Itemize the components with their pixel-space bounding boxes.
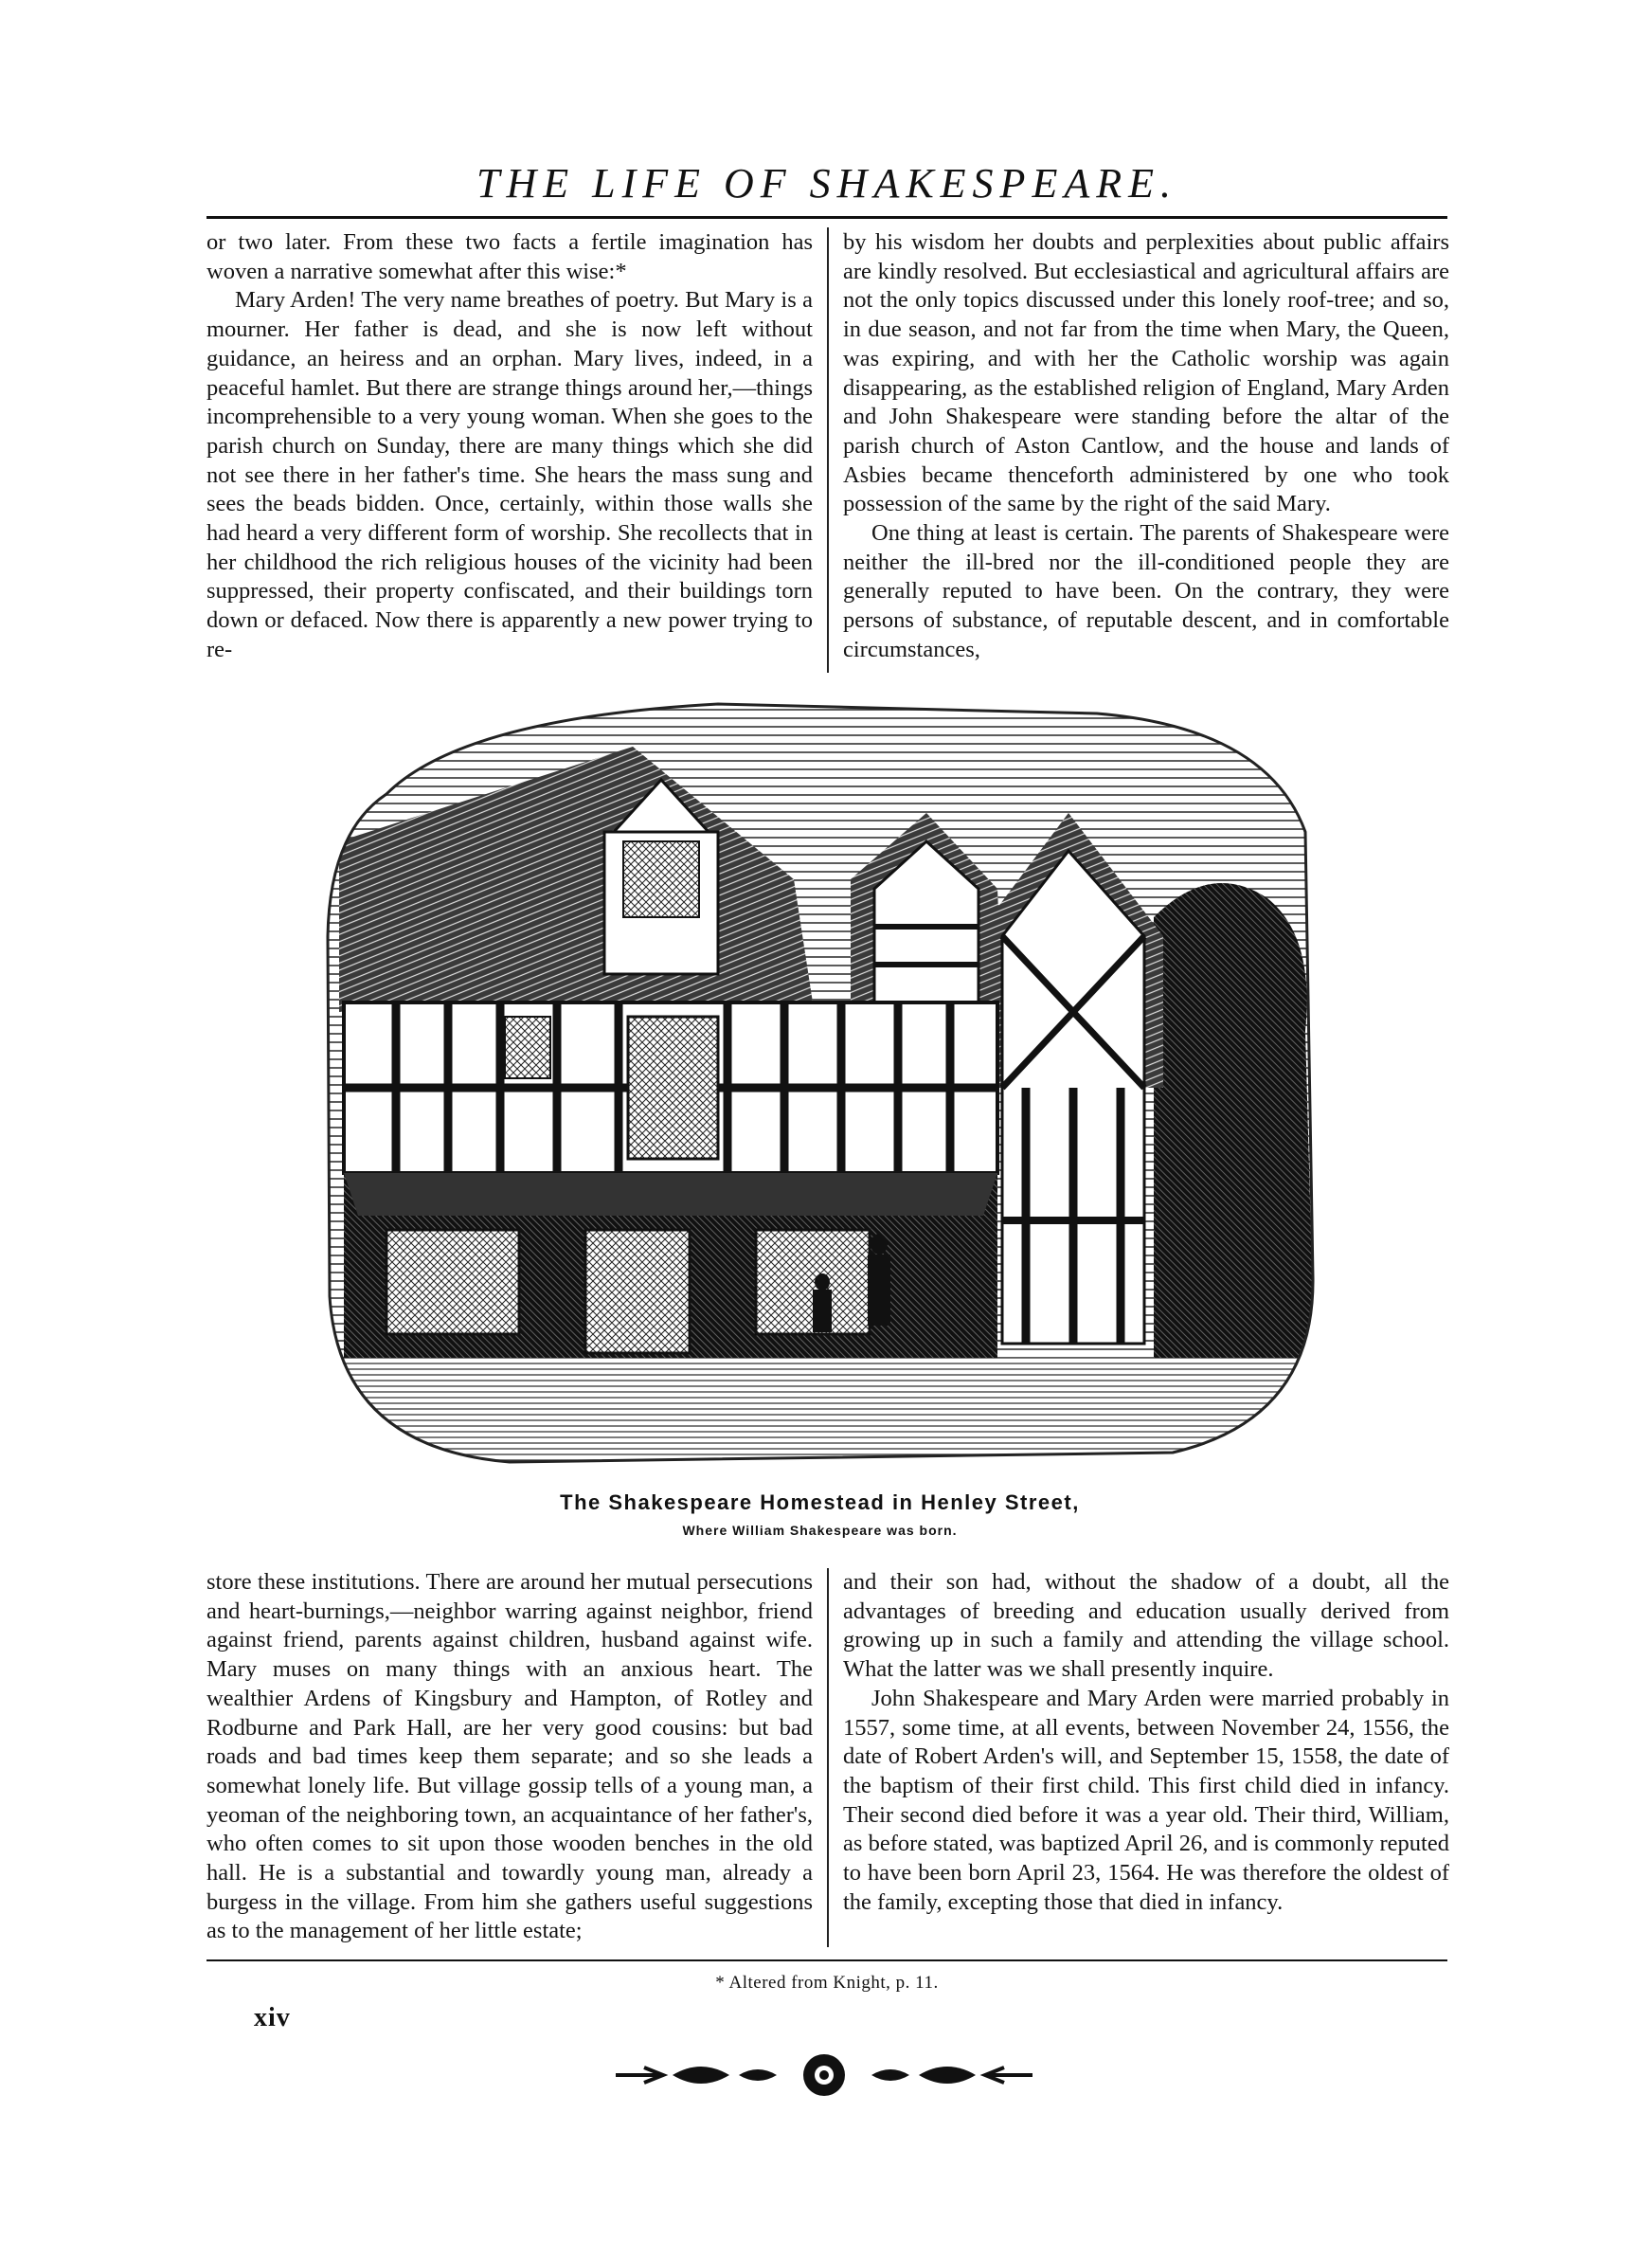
- bottom-right-column: [843, 1568, 1449, 1947]
- paragraph: Mary Arden! The very name breathes of poetry. But Mary is a mourner. Her father is dead, and she is now left without guidance, an heiress and an orphan. Mary lives, indeed, in a peaceful hamlet. But there are strange things around her,—things incomprehensible to a very young woman. When she goes to the parish church on Sunday, there are many things which she did not see there in her father's time. She hears the mass sung and sees the beads bidden. Once, certainly, within those walls she had heard a very different form of worship. She recollects that in her childhood the rich religious houses of the vicinity had been suppressed, their property confiscated, and their buildings torn down or defaced. Now there is apparently a new power trying to re-: [206, 287, 813, 662]
- column-rule-bottom: [827, 1568, 829, 1947]
- paragraph: and their son had, without the shadow of a doubt, all the advantages of breeding and education usually derived from growing up in such a family and attending the village school. What the latter was we shall presently inquire.: [843, 1569, 1449, 1683]
- illustration-subcaption: Where William Shakespeare was born.: [682, 1523, 958, 1538]
- footnote: * Altered from Knight, p. 11.: [715, 1973, 939, 1993]
- footnote-rule: [206, 1959, 1447, 1961]
- paragraph: John Shakespeare and Mary Arden were married probably in 1557, some time, at all events, between November 24, 1556, the date of Robert Arden's will, and September 15, 1558, the date of the baptism of their first child. This first child died in infancy. Their second died before it was a year old. Their third, William, as before stated, was baptized April 26, and is commonly reputed to have been born April 23, 1564. He was therefore the oldest of the family, excepting those that died in infancy.: [843, 1685, 1449, 1915]
- paragraph: One thing at least is certain. The parents of Shakespeare were neither the ill-bred nor the ill-conditioned people they are generally reputed to have been. On the contrary, they were persons of substance, of reputable descent, and in comfortable circumstances,: [843, 520, 1449, 662]
- bottom-left-column: [206, 1568, 813, 1947]
- illustration-caption: The Shakespeare Homestead in Henley Street,: [560, 1490, 1080, 1514]
- paragraph: by his wisdom her doubts and perplexities about public affairs are kindly resolved. But ecclesiastical and agricultural affairs are not the only topics discussed under this lonely roof-tree; and so, in due season, and not far from the time when Mary, the Queen, was expiring, and with her the Catholic worship was again disappearing, as the established religion of England, Mary Arden and John Shakespeare were standing before the altar of the parish church of Aston Cantlow, and the house and lands of Asbies became thenceforth administered by one who took possession of the same by the right of the said Mary.: [843, 229, 1449, 517]
- paragraph: store these institutions. There are around her mutual persecutions and heart-burnings,—neighbor warring against neighbor, friend against friend, parents against children, husband against wife. Mary muses on many things with an anxious heart. The wealthier Ardens of Kingsbury and Hampton, of Rotley and Rodburne and Park Hall, are her very good cousins: but bad roads and bad times keep them separate; and so she leads a somewhat lonely life. But village gossip tells of a young man, a yeoman of the neighboring town, an acquaintance of her father's, who often comes to sit upon those wooden benches in the old hall. He is a substantial and towardly young man, already a burgess in the village. From him she gathers useful suggestions as to the management of her little estate;: [206, 1569, 813, 1944]
- running-head: THE LIFE OF SHAKESPEARE.: [476, 160, 1177, 207]
- header-rule: [206, 216, 1447, 219]
- top-right-column: [843, 228, 1449, 674]
- top-left-column: [206, 228, 813, 674]
- page-number: xiv: [254, 2003, 291, 2032]
- paragraph: or two later. From these two facts a fertile imagination has woven a narrative somewhat after this wise:*: [206, 229, 813, 284]
- homestead-engraving-drawing: [320, 690, 1320, 1472]
- homestead-engraving: [320, 690, 1320, 1472]
- tailpiece-ornament-icon: [606, 2047, 1042, 2104]
- column-rule-top: [827, 227, 829, 673]
